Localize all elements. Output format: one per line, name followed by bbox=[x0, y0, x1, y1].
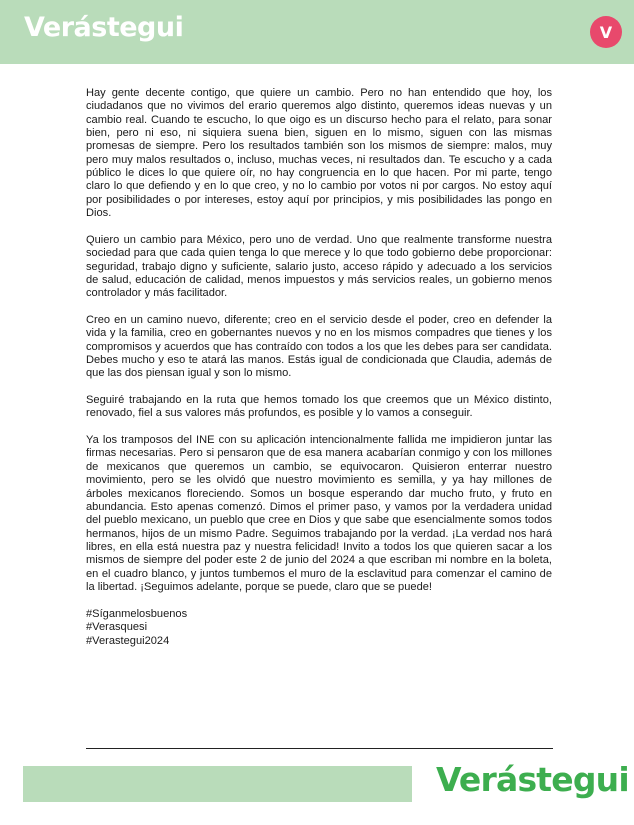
hashtag: #Síganmelosbuenos bbox=[86, 607, 188, 620]
footer-bar bbox=[23, 766, 412, 802]
hashtag: #Verastegui2024 bbox=[86, 635, 170, 648]
hashtag-list bbox=[86, 608, 552, 649]
footer-logo: Verástegui bbox=[436, 760, 629, 799]
header-logo: Verástegui bbox=[24, 12, 184, 43]
paragraph-1: Hay gente decente contigo, que quiere un cambio. Pero no han entendido que hoy, los ciudadanos que no vivimos del erario queremos algo distinto, queremos ideas nuevas y un cambio real. Cuando te escucho, lo que oigo es un discurso hecho para el relato, para sonar bien, pero ni eso, ni siquiera suena bien, siguen en lo mismo, siguen con las mismas promesas de siempre. Pero los resultados también son los mismos de siempre: malos, muy pero muy malos resultados o, incluso, muchas veces, ni resultados dan. Te escucho y a cada público le dices lo que quiere oír, no hay congruencia en lo que hacen. Por mi parte, tengo claro lo que defiendo y en lo que creo, y no lo cambio por votos ni por cargos. No estoy aquí por posibilidades o por intereses, estoy aquí por principios, y mis posibilidades las pongo en Dios. bbox=[86, 87, 552, 220]
logo-badge-icon: V bbox=[590, 16, 622, 48]
paragraph-3: Creo en un camino nuevo, diferente; creo en el servicio desde el poder, creo en defender la vida y la familia, creo en gobernantes nuevos y no en los mismos compadres que tienes y los compromisos y acuerdos que has contraído con todos a los que les debes para ser candidata. Debes mucho y eso te atará las manos. Estás igual de condicionada que Claudia, además de que las dos piensan igual y son lo mismo. bbox=[86, 313, 552, 380]
paragraph-4: Seguiré trabajando en la ruta que hemos tomado los que creemos que un México distinto, renovado, fiel a sus valores más profundos, es posible y lo vamos a conseguir. bbox=[86, 394, 552, 420]
paragraph-5: Ya los tramposos del INE con su aplicación intencionalmente fallida me impidieron juntar las firmas necesarias. Pero si pensaron que de esa manera acabarían conmigo y con los millones de mexicanos que queremos un cambio, se equivocaron. Quisieron enterrar nuestro movimiento, pero se les olvidó que nuestro movimiento es semilla, y ya hay millones de árboles mexicanos floreciendo. Somos un bosque esperando dar mucho fruto, y fruto en abundancia. Esto apenas comenzó. Dimos el primer paso, y vamos por la verdadera unidad del pueblo mexicano, un pueblo que cree en Dios y que sabe que esencialmente somos todos hermanos, hijos de un mismo Padre. Seguimos trabajando por la verdad. ¡La verdad nos hará libres, en ella está nuestra paz y nuestra felicidad! Invito a todos los que quieren sacar a los mismos de siempre del poder este 2 de junio del 2024 a que escriban mi nombre en la boleta, en el cuadro blanco, y juntos tumbemos el muro de la esclavitud para comenzar el camino de la libertad. ¡Seguimos adelante, porque se puede, claro que se puede! bbox=[86, 434, 552, 593]
paragraph-2: Quiero un cambio para México, pero uno de verdad. Uno que realmente transforme nuestra sociedad para que cada quien tenga lo que merece y lo que todo gobierno debe proporcionar: seguridad, trabajo digno y suficiente, salario justo, acceso rápido y adecuado a los servicios de salud, educación de calidad, menos impuestos y más servicios reales, un gobierno menos controlador y más facilitador. bbox=[86, 233, 552, 300]
hashtag: #Verasquesi bbox=[86, 621, 148, 634]
document-body bbox=[86, 87, 552, 649]
header-bar bbox=[0, 0, 634, 64]
divider-line bbox=[86, 748, 553, 749]
